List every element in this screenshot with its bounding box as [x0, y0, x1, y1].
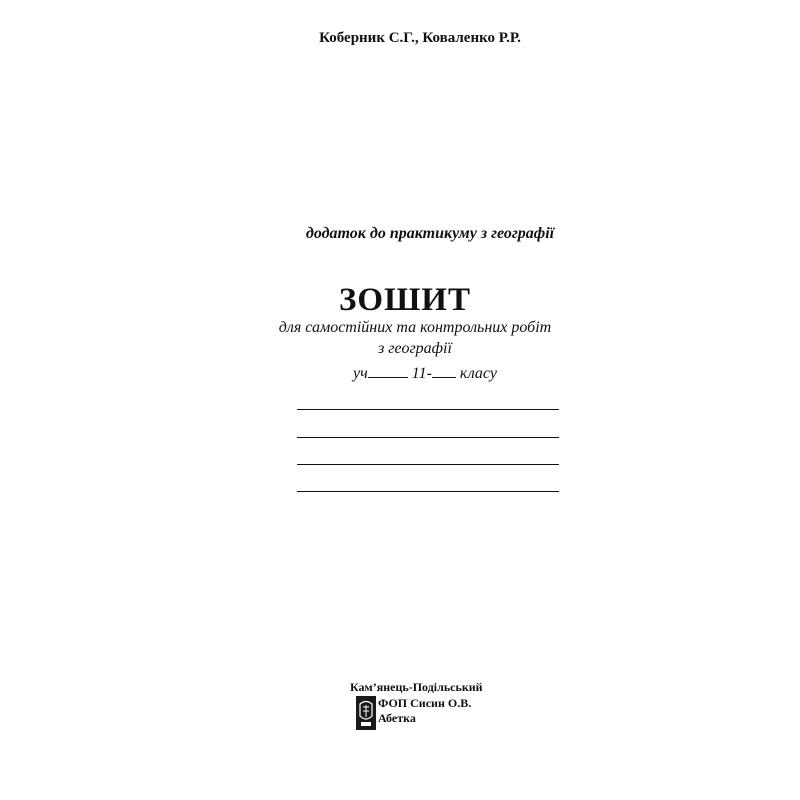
- page-title: ЗОШИТ: [338, 282, 471, 318]
- supplement-line: додаток до практикуму з географії: [305, 225, 555, 242]
- description-line-2: з географії: [378, 340, 452, 357]
- name-rule-1[interactable]: [297, 409, 559, 410]
- description-line-1: для самостійних та контрольних робіт: [278, 319, 552, 336]
- name-rule-4[interactable]: [297, 491, 559, 492]
- publisher-city: Кам’янець-Подільський: [350, 680, 483, 694]
- class-letter-blank[interactable]: [432, 363, 456, 378]
- authors: Коберник С.Г., Коваленко Р.Р.: [319, 30, 521, 46]
- student-name-blank[interactable]: [368, 363, 408, 378]
- student-suffix: класу: [459, 365, 497, 382]
- student-grade: 11-: [411, 365, 432, 382]
- name-rule-3[interactable]: [297, 464, 559, 465]
- name-rule-2[interactable]: [297, 437, 559, 438]
- publisher-logo-icon: [356, 696, 376, 730]
- publisher-imprint: Абетка: [378, 711, 416, 725]
- publisher-name: ФОП Сисин О.В.: [378, 696, 472, 710]
- student-line: [0, 363, 800, 383]
- student-prefix: уч: [353, 365, 368, 382]
